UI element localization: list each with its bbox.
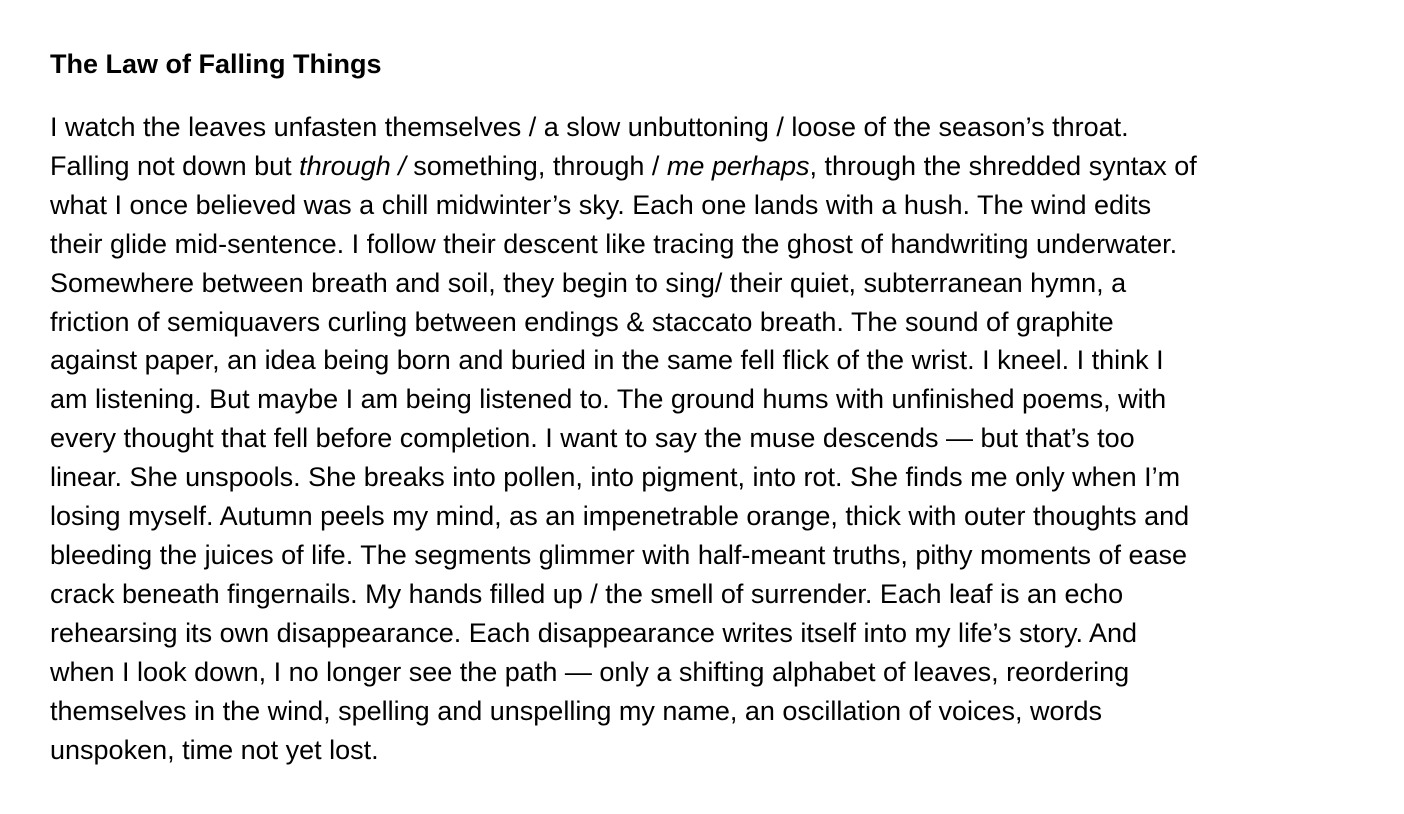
text-run: something, through / bbox=[405, 150, 667, 181]
text-run: am listening. But maybe I am being listened to. The ground hums with unfinished poems, with bbox=[50, 384, 1167, 415]
text-run: I watch the leaves unfasten themselves / a slow unbuttoning / loose of the season’s throat. bbox=[50, 112, 1129, 142]
poem-line bbox=[50, 147, 1350, 186]
text-run: friction of semiquavers curling between endings & staccato breath. The sound of graphite bbox=[50, 306, 1114, 337]
text-run: against paper, an idea being born and buried in the same fell flick of the wrist. I kneel. I think I bbox=[50, 345, 1164, 376]
poem-line bbox=[50, 264, 1350, 303]
text-run: themselves in the wind, spelling and unspelling my name, an oscillation of voices, words bbox=[50, 695, 1103, 726]
poem-line bbox=[50, 303, 1350, 342]
poem-line bbox=[50, 419, 1350, 458]
text-run: crack beneath fingernails. My hands filled up / the smell of surrender. Each leaf is an echo bbox=[50, 578, 1124, 609]
text-run: when I look down, I no longer see the path — only a shifting alphabet of leaves, reordering bbox=[50, 656, 1130, 687]
poem-line bbox=[50, 108, 1350, 147]
text-run: what I once believed was a chill midwinter’s sky. Each one lands with a hush. The wind edits bbox=[50, 189, 1152, 220]
text-run: Somewhere between breath and soil, they begin to sing/ their quiet, subterranean hymn, a bbox=[50, 267, 1127, 298]
text-run: their glide mid-sentence. I follow their descent like tracing the ghost of handwriting underwater. bbox=[50, 228, 1178, 259]
text-run: unspoken, time not yet lost. bbox=[50, 734, 379, 765]
poem-line bbox=[50, 225, 1350, 264]
text-run: bleeding the juices of life. The segments glimmer with half-meant truths, pithy moments of ease bbox=[50, 539, 1188, 570]
italic-text: me perhaps bbox=[666, 150, 810, 181]
poem-title: The Law of Falling Things bbox=[50, 49, 382, 79]
italic-text: through / bbox=[299, 150, 406, 181]
poem-line bbox=[50, 186, 1350, 225]
poem-line bbox=[50, 653, 1350, 692]
poem-line bbox=[50, 380, 1350, 419]
poem-line bbox=[50, 575, 1350, 614]
poem-line bbox=[50, 731, 1350, 770]
poem-line bbox=[50, 536, 1350, 575]
document bbox=[50, 40, 1350, 769]
poem-line bbox=[50, 497, 1350, 536]
text-run: every thought that fell before completion. I want to say the muse descends — but that’s too bbox=[50, 423, 1135, 454]
text-run: Falling not down but bbox=[50, 150, 300, 181]
text-run: linear. She unspools. She breaks into pollen, into pigment, into rot. She finds me only when I’m bbox=[50, 462, 1181, 493]
poem-line bbox=[50, 614, 1350, 653]
poem-body bbox=[50, 108, 1350, 769]
text-run: rehearsing its own disappearance. Each disappearance writes itself into my life’s story. And bbox=[50, 617, 1138, 648]
poem-line bbox=[50, 692, 1350, 731]
poem-line bbox=[50, 341, 1350, 380]
text-run: , through the shredded syntax of bbox=[809, 150, 1197, 181]
poem-line bbox=[50, 458, 1350, 497]
text-run: losing myself. Autumn peels my mind, as an impenetrable orange, thick with outer thoughts and bbox=[50, 501, 1190, 532]
